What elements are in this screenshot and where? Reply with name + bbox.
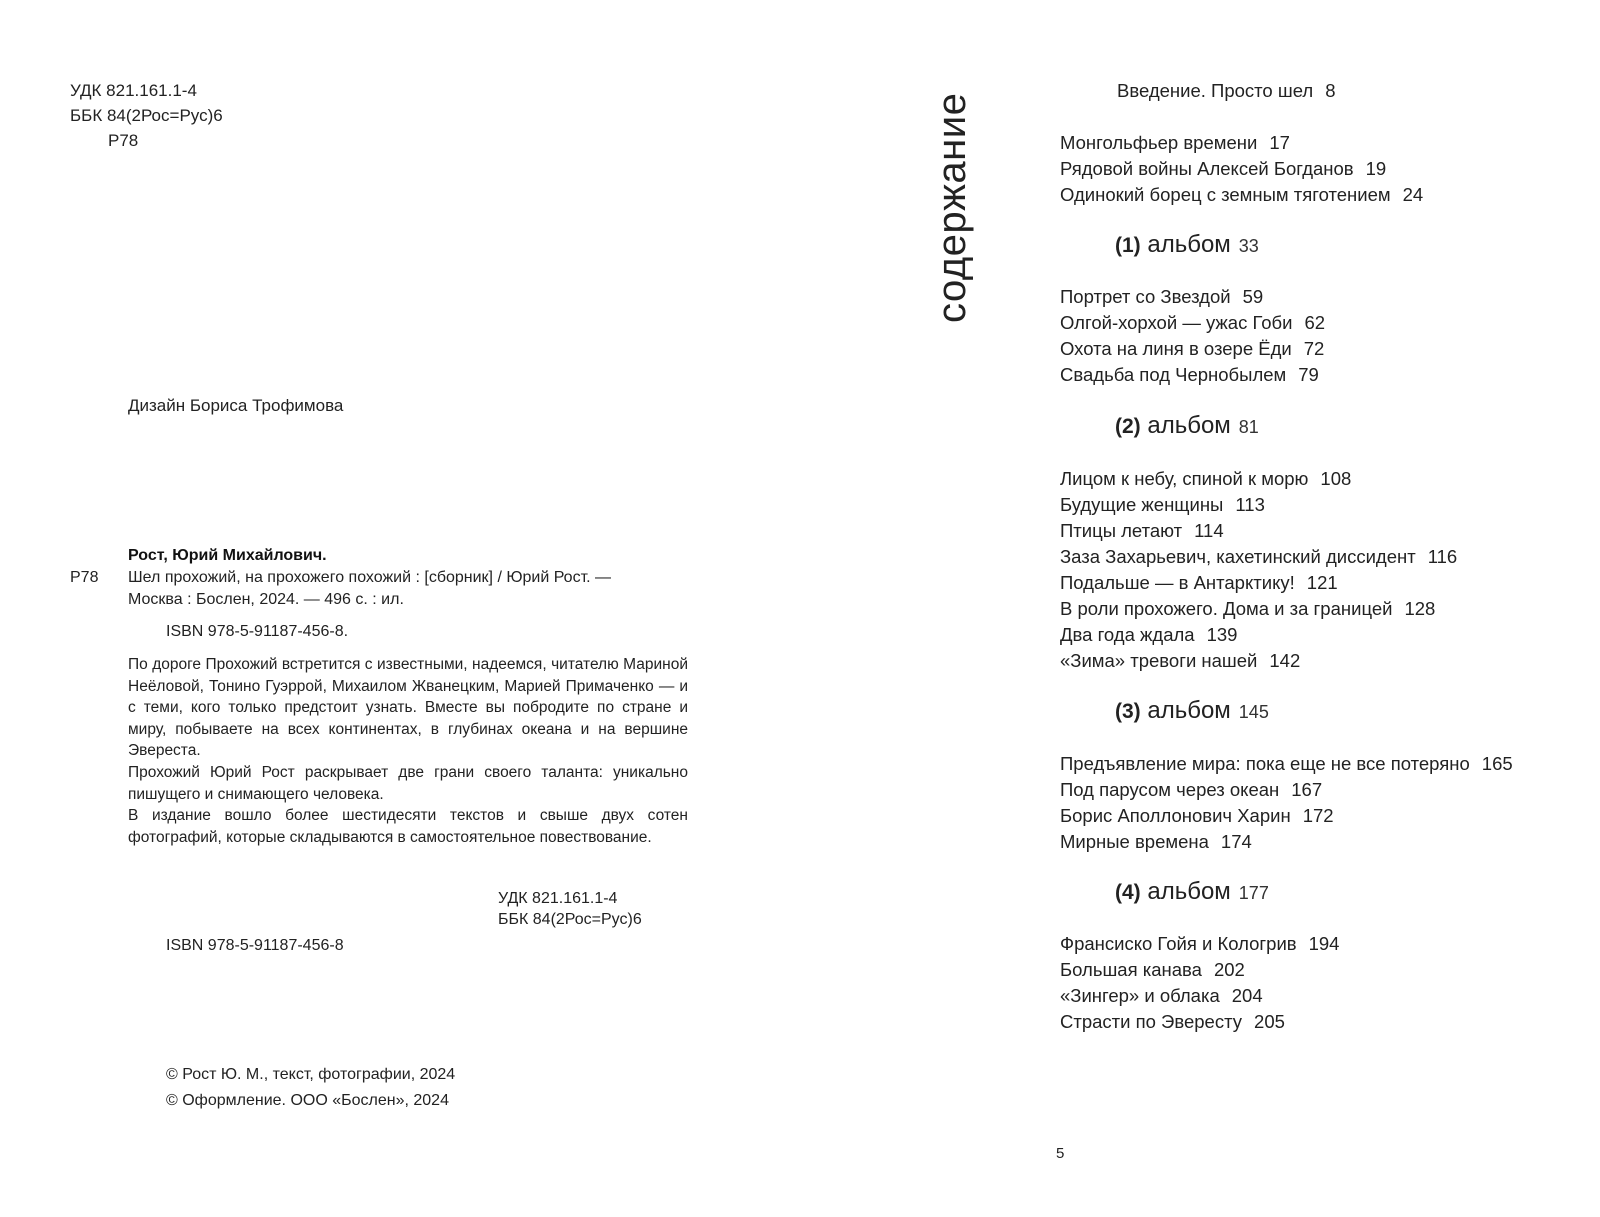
catalog-sign: Р78 — [70, 569, 99, 586]
album-label: альбом — [1147, 231, 1231, 258]
toc-item[interactable] — [1060, 310, 1325, 336]
copyright-line: © Оформление. ООО «Бослен», 2024 — [166, 1092, 449, 1109]
toc-item[interactable] — [1060, 518, 1224, 544]
toc-item-page: 128 — [1404, 598, 1436, 619]
toc-item[interactable] — [1060, 957, 1245, 983]
toc-item-title: Монгольфьер времени — [1060, 132, 1258, 153]
toc-item-page: 202 — [1213, 959, 1245, 980]
toc-item-page: 24 — [1402, 184, 1424, 205]
toc-item-title: Борис Аполлонович Харин — [1060, 805, 1291, 826]
toc-item-page: 172 — [1302, 805, 1334, 826]
toc-item-page: 19 — [1365, 158, 1387, 179]
catalog-title-line1: Шел прохожий, на прохожего похожий : [сборник] / Юрий Рост. — — [128, 569, 612, 586]
toc-item[interactable] — [1060, 362, 1319, 388]
album-page: 81 — [1238, 417, 1259, 437]
page-number: 5 — [1056, 1145, 1065, 1162]
toc-item-page: 113 — [1235, 494, 1265, 515]
catalog-title-line2: Москва : Бослен, 2024. — 496 с. : ил. — [128, 591, 404, 608]
toc-item-page: 167 — [1291, 779, 1323, 800]
toc-item-title: «Зима» тревоги нашей — [1060, 650, 1258, 671]
toc-item-page: 17 — [1269, 132, 1290, 153]
toc-item-title: Под парусом через океан — [1060, 779, 1280, 800]
toc-item-title: Заза Захарьевич, кахетинский диссидент — [1060, 546, 1416, 567]
toc-item-page: 116 — [1427, 546, 1458, 567]
album-number: (3) — [1115, 700, 1141, 723]
toc-item-title: Одинокий борец с земным тяготением — [1060, 184, 1391, 205]
annotation — [128, 654, 688, 848]
copyright-line: © Рост Ю. М., текст, фотографии, 2024 — [166, 1066, 456, 1083]
toc-item[interactable] — [1060, 622, 1237, 648]
udk-code: УДК 821.161.1-4 — [498, 890, 618, 907]
toc-item[interactable] — [1060, 803, 1334, 829]
album-page: 33 — [1238, 236, 1259, 256]
toc-item[interactable] — [1060, 544, 1457, 570]
toc-item-page: 114 — [1194, 520, 1224, 541]
annotation-paragraph: В издание вошло более шестидесяти текстов и свыше двух сотен фотографий, которые складываются в самостоятельное повествование. — [128, 807, 688, 846]
toc-item-page: 204 — [1231, 985, 1263, 1006]
toc-item[interactable] — [1060, 648, 1300, 674]
toc-item[interactable] — [1060, 596, 1435, 622]
annotation-paragraph: Прохожий Юрий Рост раскрывает две грани своего таланта: уникально пишущего и снимающего человека. — [128, 763, 688, 803]
toc-item-title: Страсти по Эвересту — [1060, 1011, 1243, 1032]
toc-item-page: 62 — [1304, 312, 1326, 333]
toc-item[interactable] — [1060, 1009, 1285, 1035]
contents-heading: содержание — [930, 92, 974, 323]
toc-item[interactable] — [1060, 983, 1263, 1009]
toc-album-heading[interactable] — [1115, 230, 1259, 261]
album-number: (2) — [1115, 415, 1141, 438]
album-label: альбом — [1147, 878, 1231, 905]
catalog-author: Рост, Юрий Михайлович. — [128, 547, 327, 564]
catalog-isbn: ISBN 978-5-91187-456-8. — [166, 623, 349, 640]
toc-item-title: Большая канава — [1060, 959, 1202, 980]
toc-item-page: 194 — [1308, 933, 1340, 954]
isbn-bottom: ISBN 978-5-91187-456-8 — [166, 937, 344, 954]
udk-block-top — [70, 78, 223, 153]
udk-block-bottom — [498, 888, 642, 930]
toc-item-page: 59 — [1242, 286, 1264, 307]
toc-item-intro[interactable] — [1117, 78, 1335, 104]
album-number: (1) — [1115, 234, 1141, 257]
toc-item-page: 121 — [1306, 572, 1338, 593]
toc-item-title: Рядовой войны Алексей Богданов — [1060, 158, 1354, 179]
album-label: альбом — [1147, 412, 1231, 439]
author-sign: Р78 — [108, 131, 139, 150]
toc-item-page: 79 — [1298, 364, 1319, 385]
toc-item-title: Олгой-хорхой — ужас Гоби — [1060, 312, 1293, 333]
toc-item-title: Портрет со Звездой — [1060, 286, 1231, 307]
toc-item[interactable] — [1060, 829, 1252, 855]
bbk-code: ББК 84(2Рос=Рус)6 — [70, 106, 223, 125]
album-label: альбом — [1147, 697, 1231, 724]
toc-item-page: 72 — [1303, 338, 1325, 359]
album-page: 177 — [1238, 883, 1269, 903]
bbk-code: ББК 84(2Рос=Рус)6 — [498, 911, 642, 928]
toc-item-title: Будущие женщины — [1060, 494, 1224, 515]
design-credit: Дизайн Бориса Трофимова — [128, 396, 344, 415]
album-number: (4) — [1115, 881, 1141, 904]
toc-item-title: Франсиско Гойя и Кологрив — [1060, 933, 1297, 954]
toc-item[interactable] — [1060, 492, 1265, 518]
toc-item-title: Мирные времена — [1060, 831, 1209, 852]
toc-item-title: Предъявление мира: пока еще не все потеряно — [1060, 753, 1470, 774]
toc-item-page: 165 — [1481, 753, 1513, 774]
toc-item-page: 205 — [1254, 1011, 1285, 1032]
toc-item[interactable] — [1060, 284, 1263, 310]
toc-item-title: Введение. Просто шел — [1117, 80, 1314, 101]
toc-item-title: Лицом к небу, спиной к морю — [1060, 468, 1309, 489]
toc-item-page: 174 — [1220, 831, 1252, 852]
toc-item-title: Два года ждала — [1060, 624, 1195, 645]
toc-item[interactable] — [1060, 156, 1386, 182]
album-page: 145 — [1238, 702, 1269, 722]
toc-item[interactable] — [1060, 931, 1339, 957]
toc-item-page: 139 — [1206, 624, 1238, 645]
toc-album-heading[interactable] — [1115, 411, 1259, 442]
toc-item[interactable] — [1060, 466, 1351, 492]
toc-album-heading[interactable] — [1115, 696, 1269, 727]
toc-item-page: 8 — [1325, 80, 1336, 101]
toc-item-title: Подальше — в Антарктику! — [1060, 572, 1295, 593]
toc-item[interactable] — [1060, 336, 1324, 362]
toc-item[interactable] — [1060, 751, 1513, 777]
toc-item-title: Птицы летают — [1060, 520, 1183, 541]
toc-item[interactable] — [1060, 182, 1423, 208]
toc-item[interactable] — [1060, 130, 1290, 156]
toc-item-title: В роли прохожего. Дома и за границей — [1060, 598, 1393, 619]
copyright-block — [166, 1062, 455, 1114]
udk-code: УДК 821.161.1-4 — [70, 81, 197, 100]
toc-item[interactable] — [1060, 777, 1322, 803]
toc-item-page: 108 — [1320, 468, 1352, 489]
toc-item-page: 142 — [1269, 650, 1301, 671]
toc-item[interactable] — [1060, 570, 1338, 596]
toc-item-title: Охота на линя в озере Ёди — [1060, 338, 1292, 359]
annotation-paragraph: По дороге Прохожий встретится с известными, надеемся, читателю Мариной Неёловой, Тонино Гуэррой, Михаилом Жванецким, Марией Примаченко — и с теми, кого только предстоит узнать. Вместе вы побродите по стране и миру, побываете на всех континентах, в глубинах океана и на вершине Эвереста. — [128, 656, 688, 760]
toc-album-heading[interactable] — [1115, 877, 1269, 908]
toc-item-title: Свадьба под Чернобылем — [1060, 364, 1287, 385]
toc-item-title: «Зингер» и облака — [1060, 985, 1220, 1006]
